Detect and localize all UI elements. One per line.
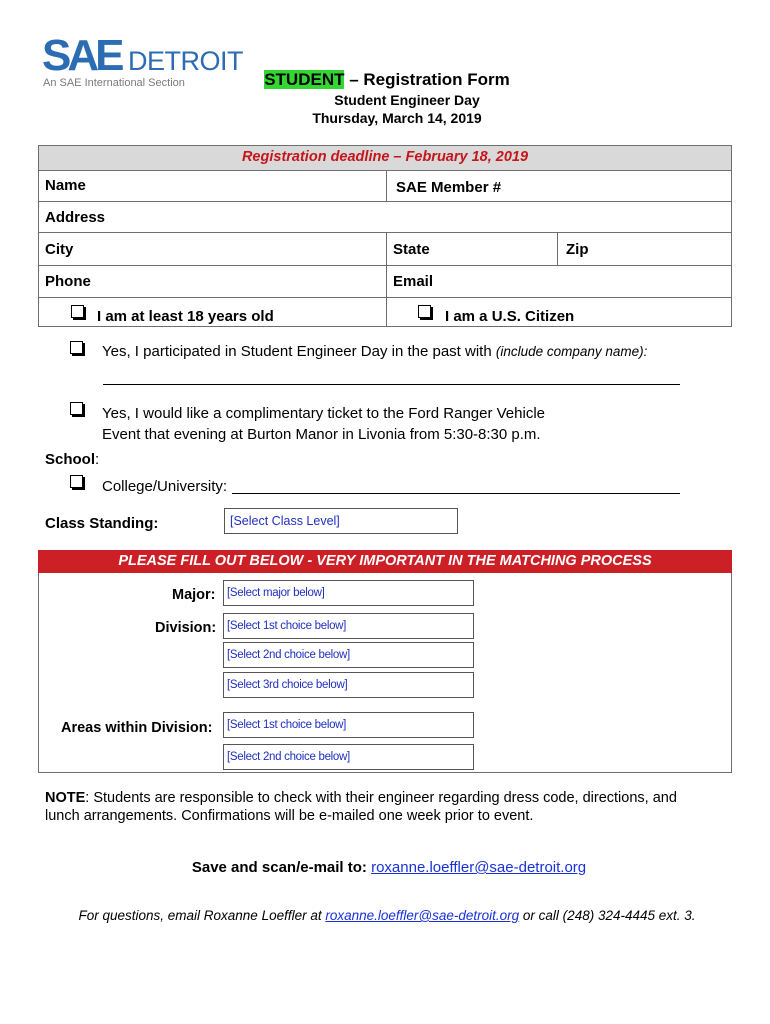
student-highlight: STUDENT [264,70,345,89]
division-select-3[interactable]: [Select 3rd choice below] [223,672,474,698]
note-bold: NOTE [45,790,86,806]
citizen-check-cell [386,297,732,327]
sae-member-field[interactable] [386,170,732,202]
division-label: Division: [155,620,217,636]
areas-select-2[interactable]: [Select 2nd choice below] [223,744,474,770]
ticket-checkbox[interactable] [70,402,83,415]
questions-prefix: For questions, email Roxanne Loeffler at [78,908,326,923]
major-select[interactable]: [Select major below] [223,580,474,606]
zip-field[interactable] [557,232,732,266]
class-standing-label: Class Standing: [45,515,159,532]
division-select-1[interactable]: [Select 1st choice below] [223,613,474,639]
logo-city: DETROIT [128,46,243,76]
age-check-cell [38,297,387,327]
class-level-select[interactable]: [Select Class Level] [224,508,458,534]
questions-suffix: or call (248) 324-4445 ext. 3. [519,908,696,923]
college-checkbox[interactable] [70,475,83,488]
areas-label: Areas within Division: [61,720,213,736]
state-label: State [393,241,430,258]
logo-brand: SAE [42,31,121,80]
participated-note: (include company name): [495,344,648,359]
logo-subtitle: An SAE International Section [43,77,185,89]
title-rest: – Registration Form [344,70,510,89]
save-instructions [0,859,770,876]
note-paragraph [45,789,677,825]
college-label: College/University: [102,478,228,495]
address-label: Address [45,209,106,226]
division-select-2[interactable]: [Select 2nd choice below] [223,642,474,668]
email-field[interactable] [386,265,732,298]
state-field[interactable] [386,232,558,266]
city-label: City [45,241,74,258]
note-line-1: : Students are responsible to check with their engineer regarding dress code, directions, and [85,790,677,806]
name-field[interactable] [38,170,387,202]
name-label: Name [45,177,86,194]
save-email-link[interactable]: roxanne.loeffler@sae-detroit.org [371,859,587,876]
deadline-bar [38,145,732,171]
questions-email-link[interactable]: roxanne.loeffler@sae-detroit.org [325,908,520,923]
major-label: Major: [172,587,216,603]
company-name-line[interactable] [103,384,680,385]
ticket-line-1: Yes, I would like a complimentary ticket to the Ford Ranger Vehicle [102,405,545,422]
school-label: School [45,451,96,468]
areas-select-1[interactable]: [Select 1st choice below] [223,712,474,738]
matching-banner: PLEASE FILL OUT BELOW - VERY IMPORTANT IN THE MATCHING PROCESS [38,550,732,573]
address-field[interactable] [38,201,732,233]
age-check-label: I am at least 18 years old [97,308,274,325]
participated-label: Yes, I participated in Student Engineer Day in the past with [102,343,496,360]
citizen-check-label: I am a U.S. Citizen [445,308,575,325]
citizen-checkbox[interactable] [418,305,431,318]
questions-line [0,908,770,923]
school-colon: : [95,451,100,468]
participated-checkbox[interactable] [70,341,83,354]
school-heading [45,451,99,468]
participated-text [102,343,647,360]
ticket-line-2: Event that evening at Burton Manor in Livonia from 5:30-8:30 p.m. [102,426,541,443]
form-title [0,70,770,90]
zip-label: Zip [566,241,589,258]
sae-member-label: SAE Member # [396,179,502,196]
phone-label: Phone [45,273,91,290]
deadline-text: Registration deadline – February 18, 2019 [241,149,529,165]
save-label: Save and scan/e-mail to: [191,859,372,876]
note-line-2: lunch arrangements. Confirmations will be e-mailed one week prior to event. [45,808,534,824]
phone-field[interactable] [38,265,387,298]
city-field[interactable] [38,232,387,266]
college-line[interactable] [232,493,680,494]
event-name: Student Engineer Day [334,92,480,108]
event-date: Thursday, March 14, 2019 [312,110,482,126]
email-label: Email [393,273,434,290]
age-checkbox[interactable] [71,305,84,318]
